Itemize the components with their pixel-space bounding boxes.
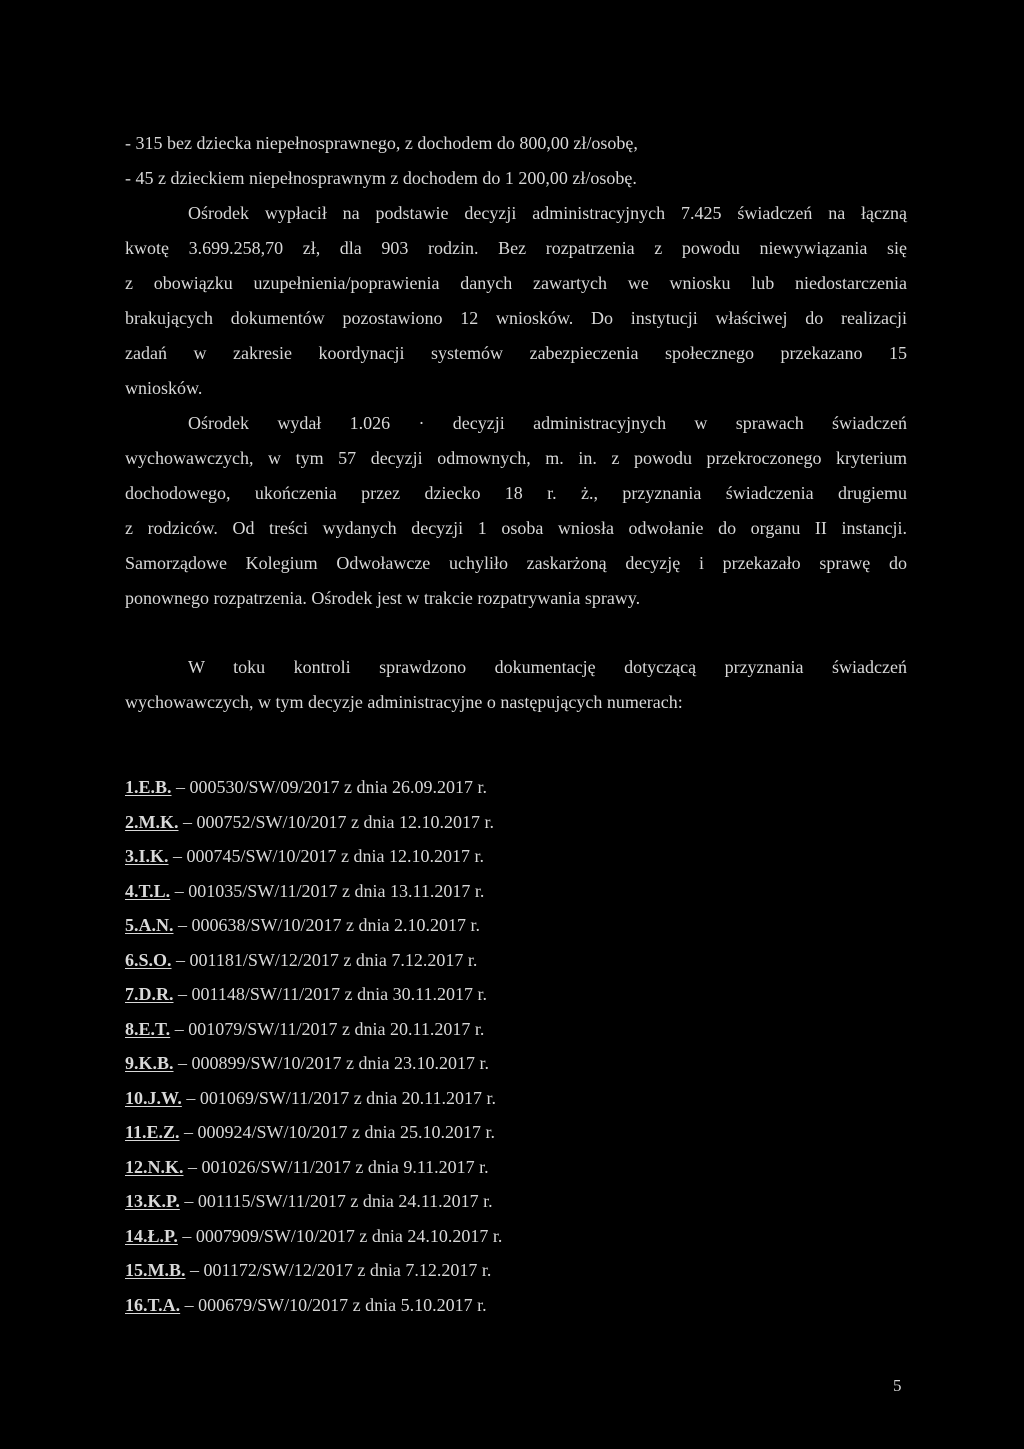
decision-text: – 001181/SW/12/2017 z dnia 7.12.2017 r. (171, 949, 478, 970)
decision-list (125, 770, 907, 1322)
list-item (125, 943, 907, 978)
document-body (125, 126, 907, 720)
text-line: Samorządowe Kolegium Odwoławcze uchyliło zaskarżoną decyzję i przekazało sprawę do (125, 553, 907, 573)
decision-code: 10.J.W. (125, 1087, 182, 1108)
list-item (125, 1012, 907, 1047)
decision-text: – 000638/SW/10/2017 z dnia 2.10.2017 r. (173, 915, 480, 935)
text-line: - 45 z dzieckiem niepełnosprawnym z dochodem do 1 200,00 zł/osobę. (125, 168, 637, 188)
decision-code: 12.N.K. (125, 1156, 184, 1177)
decision-code: 4.T.L. (125, 880, 171, 901)
page-number: 5 (893, 1376, 902, 1395)
decision-code: 6.S.O. (125, 949, 172, 970)
list-item (125, 908, 907, 943)
text-line: z rodziców. Od treści wydanych decyzji 1 osoba wniosła odwołanie do organu II instancji. (125, 518, 907, 538)
text-line: wychowawczych, w tym decyzje administracyjne o następujących numerach: (125, 692, 683, 712)
text-line: zadań w zakresie koordynacji systemów zabezpieczenia społecznego przekazano 15 (125, 343, 907, 363)
paragraph-gap (125, 616, 907, 650)
decision-text: – 000752/SW/10/2017 z dnia 12.10.2017 r. (178, 811, 494, 832)
text-line: wniosków. (125, 378, 203, 398)
decision-code: 5.A.N. (125, 915, 174, 935)
text-line: z obowiązku uzupełnienia/poprawienia danych zawartych we wniosku lub niedostarczenia (125, 273, 907, 293)
text-line: wychowawczych, w tym 57 decyzji odmownych, m. in. z powodu przekroczonego kryterium (125, 448, 907, 468)
text-line: ponownego rozpatrzenia. Ośrodek jest w trakcie rozpatrywania sprawy. (125, 588, 641, 608)
text-line: Ośrodek wydał 1.026 · decyzji administracyjnych w sprawach świadczeń (188, 413, 907, 433)
list-item (125, 805, 907, 840)
list-item (125, 1253, 907, 1288)
decision-text: – 001035/SW/11/2017 z dnia 13.11.2017 r. (170, 880, 485, 901)
decision-text: – 000924/SW/10/2017 z dnia 25.10.2017 r. (179, 1122, 496, 1142)
decision-text: – 001148/SW/11/2017 z dnia 30.11.2017 r. (173, 984, 487, 1004)
list-item (125, 770, 907, 805)
decision-text: – 001069/SW/11/2017 z dnia 20.11.2017 r. (181, 1087, 497, 1108)
decision-code: 9.K.B. (125, 1053, 174, 1073)
decision-code: 11.E.Z. (125, 1122, 180, 1142)
decision-code: 7.D.R. (125, 984, 174, 1004)
list-item (125, 1081, 907, 1116)
list-item (125, 1150, 907, 1185)
decision-code: 8.E.T. (125, 1018, 171, 1039)
text-line: Ośrodek wypłacił na podstawie decyzji administracyjnych 7.425 świadczeń na łączną (188, 203, 907, 223)
list-item (125, 1219, 907, 1254)
decision-code: 13.K.P. (125, 1191, 180, 1211)
text-line: brakujących dokumentów pozostawiono 12 wniosków. Do instytucji właściwej do realizacji (125, 308, 907, 328)
decision-text: – 001026/SW/11/2017 z dnia 9.11.2017 r. (183, 1156, 489, 1177)
decision-code: 15.M.B. (125, 1260, 186, 1280)
decision-code: 16.T.A. (125, 1294, 181, 1315)
text-line: dochodowego, ukończenia przez dziecko 18 r. ż., przyznania świadczenia drugiemu (125, 483, 907, 503)
decision-code: 2.M.K. (125, 811, 179, 832)
list-item (125, 1184, 907, 1219)
decision-code: 3.I.K. (125, 846, 169, 866)
decision-code: 1.E.B. (125, 777, 172, 797)
decision-text: – 001079/SW/11/2017 z dnia 20.11.2017 r. (170, 1018, 485, 1039)
decision-text: – 001115/SW/11/2017 z dnia 24.11.2017 r. (179, 1191, 493, 1211)
decision-text: – 001172/SW/12/2017 z dnia 7.12.2017 r. (185, 1260, 492, 1280)
list-item (125, 977, 907, 1012)
decision-text: – 000745/SW/10/2017 z dnia 12.10.2017 r. (168, 846, 484, 866)
decision-text: – 000679/SW/10/2017 z dnia 5.10.2017 r. (180, 1294, 487, 1315)
decision-text: – 000899/SW/10/2017 z dnia 23.10.2017 r. (173, 1053, 489, 1073)
decision-text: – 0007909/SW/10/2017 z dnia 24.10.2017 r. (177, 1225, 503, 1246)
text-line: - 315 bez dziecka niepełnosprawnego, z dochodem do 800,00 zł/osobę, (125, 133, 638, 153)
decision-text: – 000530/SW/09/2017 z dnia 26.09.2017 r. (171, 777, 487, 797)
list-item (125, 1288, 907, 1323)
list-item (125, 1046, 907, 1081)
decision-code: 14.Ł.P. (125, 1225, 178, 1246)
text-line: W toku kontroli sprawdzono dokumentację dotyczącą przyznania świadczeń (188, 657, 907, 677)
list-item (125, 839, 907, 874)
text-line: kwotę 3.699.258,70 zł, dla 903 rodzin. Bez rozpatrzenia z powodu niewywiązania się (125, 238, 907, 258)
list-item (125, 1115, 907, 1150)
list-item (125, 874, 907, 909)
